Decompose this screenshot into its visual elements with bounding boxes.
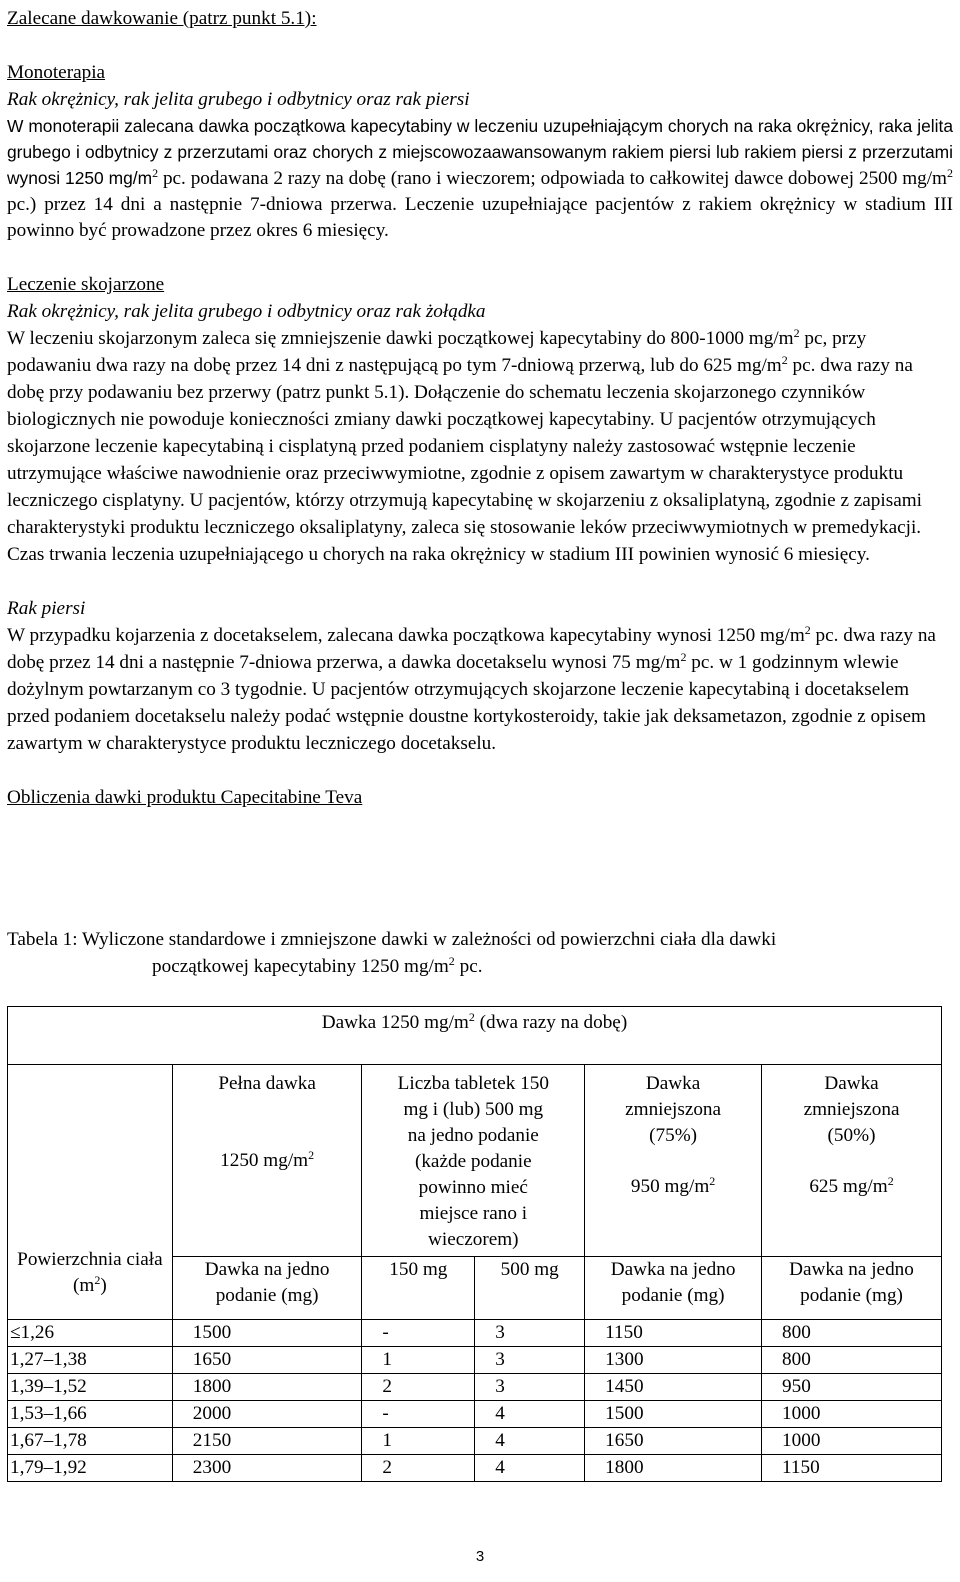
- cell-75: 1650: [585, 1428, 762, 1455]
- table-title-cell: [8, 1007, 942, 1065]
- cell-full: 2150: [172, 1428, 362, 1455]
- superscript: 2: [804, 623, 811, 637]
- cell-150: -: [362, 1401, 475, 1428]
- full-dose-value: [173, 1148, 362, 1174]
- caption-text-end: pc.: [454, 956, 483, 977]
- table-body: [8, 1320, 942, 1482]
- table-title-row: [8, 1007, 942, 1065]
- reduced-50-label: Dawka zmniejszona (50%): [803, 1073, 900, 1146]
- cell-50: 800: [762, 1320, 942, 1347]
- cell-50: 1000: [762, 1401, 942, 1428]
- cell-500: 4: [475, 1428, 585, 1455]
- breast-text-2: pc. dwa razy na dobę przez 14 dni a następnie 7-dniowa przerwa, a dawka docetakselu wynosi 75 mg/m: [7, 625, 936, 673]
- page-number: 3: [475, 1548, 485, 1565]
- reduced-75-value: [605, 1174, 741, 1200]
- cell-150: 2: [362, 1455, 475, 1482]
- cell-50: 1150: [762, 1455, 942, 1482]
- reduced-50-value-text: 625 mg/m: [809, 1176, 888, 1197]
- cell-bsa: 1,79–1,92: [8, 1455, 173, 1482]
- cell-full: 2000: [172, 1401, 362, 1428]
- dose-per-75-header: Dawka na jedno podanie (mg): [585, 1257, 762, 1320]
- cell-bsa: 1,27–1,38: [8, 1347, 173, 1374]
- cell-75: 1150: [585, 1320, 762, 1347]
- table-title: Dawka 1250 mg/m: [321, 1012, 469, 1033]
- cell-bsa: 1,39–1,52: [8, 1374, 173, 1401]
- monotherapy-subtitle: Rak okrężnicy, rak jelita grubego i odbytnicy oraz rak piersi: [7, 89, 470, 110]
- cell-75: 1500: [585, 1401, 762, 1428]
- superscript: 2: [308, 1148, 315, 1162]
- cell-500: 3: [475, 1374, 585, 1401]
- t500-header: 500 mg: [475, 1257, 585, 1320]
- table-title-end: (dwa razy na dobę): [474, 1012, 628, 1033]
- full-dose-label: Pełna dawka: [218, 1073, 316, 1094]
- tablets-header: Liczba tabletek 150 mg i (lub) 500 mg na jedno podanie (każde podanie powinno mieć miejsce rano i wieczorem): [362, 1065, 585, 1257]
- table-row: [8, 1455, 942, 1482]
- superscript: 2: [94, 1273, 101, 1287]
- full-dose-value-text: 1250 mg/m: [220, 1150, 309, 1171]
- superscript: 2: [448, 954, 455, 968]
- breast-text-3: pc. w 1 godzinnym wlewie dożylnym powtarzanym co 3 tygodnie. U pacjentów otrzymujących skojarzone leczenie kapecytabiną i docetakselem przed podaniem docetakselu należy podać wstępnie doustne kortykosteroidy, takie jak deksametazon, zgodnie z opisem zawartym w charakterystyce produktu leczniczego docetakselu.: [7, 652, 926, 754]
- superscript: 2: [152, 166, 159, 180]
- cell-75: 1800: [585, 1455, 762, 1482]
- bsa-header: [8, 1065, 173, 1320]
- cell-50: 1000: [762, 1428, 942, 1455]
- dose-per-50-header: Dawka na jedno podanie (mg): [762, 1257, 942, 1320]
- section-heading: Zalecane dawkowanie (patrz punkt 5.1):: [7, 8, 317, 29]
- mono-text-2: pc. podawana 2 razy na dobę (rano i wieczorem; odpowiada to całkowitej dawce dobowej 2500 mg/m: [158, 168, 947, 189]
- cell-150: -: [362, 1320, 475, 1347]
- cell-500: 3: [475, 1347, 585, 1374]
- full-dose-header: [172, 1065, 362, 1257]
- bsa-label-end: ): [100, 1275, 107, 1296]
- superscript: 2: [709, 1174, 716, 1188]
- monotherapy-paragraph: [7, 113, 953, 244]
- table-row: [8, 1401, 942, 1428]
- t150-header: 150 mg: [362, 1257, 475, 1320]
- breast-text-1: W przypadku kojarzenia z docetakselem, zalecana dawka początkowa kapecytabiny wynosi 1250 mg/m: [7, 625, 805, 646]
- cell-full: 1650: [172, 1347, 362, 1374]
- superscript: 2: [680, 650, 687, 664]
- mono-text-1: W monoterapii zalecana dawka początkowa kapecytabiny w leczeniu uzupełniającym chorych na raka okrężnicy, raka jelita grubego i odbytnicy z przerzutami oraz chorych z miejscowozaawansowanym rakiem piersi lub rakiem piersi z przerzutami wynosi 1250 mg/m: [7, 116, 953, 188]
- cell-bsa: ≤1,26: [8, 1320, 173, 1347]
- dose-per-header: Dawka na jedno podanie (mg): [172, 1257, 362, 1320]
- breast-subtitle: Rak piersi: [7, 598, 86, 619]
- reduced-50-header: [762, 1065, 942, 1257]
- table-row: [8, 1320, 942, 1347]
- reduced-50-value: [792, 1174, 911, 1200]
- cell-75: 1300: [585, 1347, 762, 1374]
- dose-calculation-title: Obliczenia dawki produktu Capecitabine Teva: [7, 787, 363, 808]
- monotherapy-title: Monoterapia: [7, 62, 106, 83]
- bsa-label: Powierzchnia ciała (m: [17, 1249, 163, 1296]
- cell-bsa: 1,67–1,78: [8, 1428, 173, 1455]
- superscript: 2: [468, 1010, 475, 1024]
- table-row: [8, 1428, 942, 1455]
- cell-150: 1: [362, 1347, 475, 1374]
- mono-text-3: pc.) przez 14 dni a następnie 7-dniowa przerwa. Leczenie uzupełniające pacjentów z rakiem okrężnicy w stadium III powinno być prowadzone przez okres 6 miesięcy.: [7, 194, 953, 241]
- cell-500: 4: [475, 1401, 585, 1428]
- cell-150: 2: [362, 1374, 475, 1401]
- breast-paragraph: [7, 622, 953, 757]
- cell-500: 3: [475, 1320, 585, 1347]
- cell-full: 1800: [172, 1374, 362, 1401]
- caption-text: początkowej kapecytabiny 1250 mg/m: [152, 956, 449, 977]
- document-body: [7, 5, 953, 811]
- caption-line-1: Tabela 1: Wyliczone standardowe i zmniejszone dawki w zależności od powierzchni ciała dla dawki: [7, 929, 777, 950]
- superscript: 2: [781, 353, 788, 367]
- cell-75: 1450: [585, 1374, 762, 1401]
- dose-table: [7, 1006, 942, 1482]
- cell-50: 950: [762, 1374, 942, 1401]
- superscript: 2: [947, 166, 953, 180]
- cell-500: 4: [475, 1455, 585, 1482]
- cell-bsa: 1,53–1,66: [8, 1401, 173, 1428]
- table-row: [8, 1374, 942, 1401]
- cell-full: 2300: [172, 1455, 362, 1482]
- table-header-row: [8, 1065, 942, 1257]
- reduced-75-value-text: 950 mg/m: [630, 1176, 710, 1197]
- cell-50: 800: [762, 1347, 942, 1374]
- combination-paragraph: [7, 325, 953, 568]
- table-row: [8, 1347, 942, 1374]
- reduced-75-label: Dawka zmniejszona (75%): [625, 1073, 722, 1146]
- combo-text-1: W leczeniu skojarzonym zaleca się zmniejszenie dawki początkowej kapecytabiny do 800-1000 mg/m: [7, 328, 794, 349]
- caption-line-2: [7, 953, 953, 980]
- cell-full: 1500: [172, 1320, 362, 1347]
- combo-text-2: pc, przy podawaniu dwa razy na dobę przez 14 dni z następującą po tym 7-dniową przerwą, lub do 625 mg/m: [7, 328, 867, 376]
- reduced-75-header: [585, 1065, 762, 1257]
- combo-text-3: pc. dwa razy na dobę przy podawaniu bez przerwy (patrz punkt 5.1). Dołączenie do schematu leczenia skojarzonego czynników biologicznych nie powoduje konieczności zmiany dawki początkowej kapecytabiny. U pacjentów otrzymujących skojarzone leczenie kapecytabiną i cisplatyną przed podaniem cisplatyny należy zastosować wstępnie leczenie utrzymujące właściwe nawodnienie oraz przeciwwymiotne, zgodnie z opisem zawartym w charakterystyce produktu leczniczego cisplatyny. U pacjentów, którzy otrzymują kapecytabinę w skojarzeniu z oksaliplatyną, zgodnie z zapisami charakterystyki produktu leczniczego oksaliplatyny, zaleca się stosowanie leków przeciwwymiotnych w premedykacji. Czas trwania leczenia uzupełniającego u chorych na raka okrężnicy w stadium III powinien wynosić 6 miesięcy.: [7, 355, 922, 565]
- cell-150: 1: [362, 1428, 475, 1455]
- combination-subtitle: Rak okrężnicy, rak jelita grubego i odbytnicy oraz rak żołądka: [7, 301, 486, 322]
- superscript: 2: [887, 1174, 894, 1188]
- table-caption: [7, 926, 953, 980]
- superscript: 2: [793, 326, 800, 340]
- combination-title: Leczenie skojarzone: [7, 274, 165, 295]
